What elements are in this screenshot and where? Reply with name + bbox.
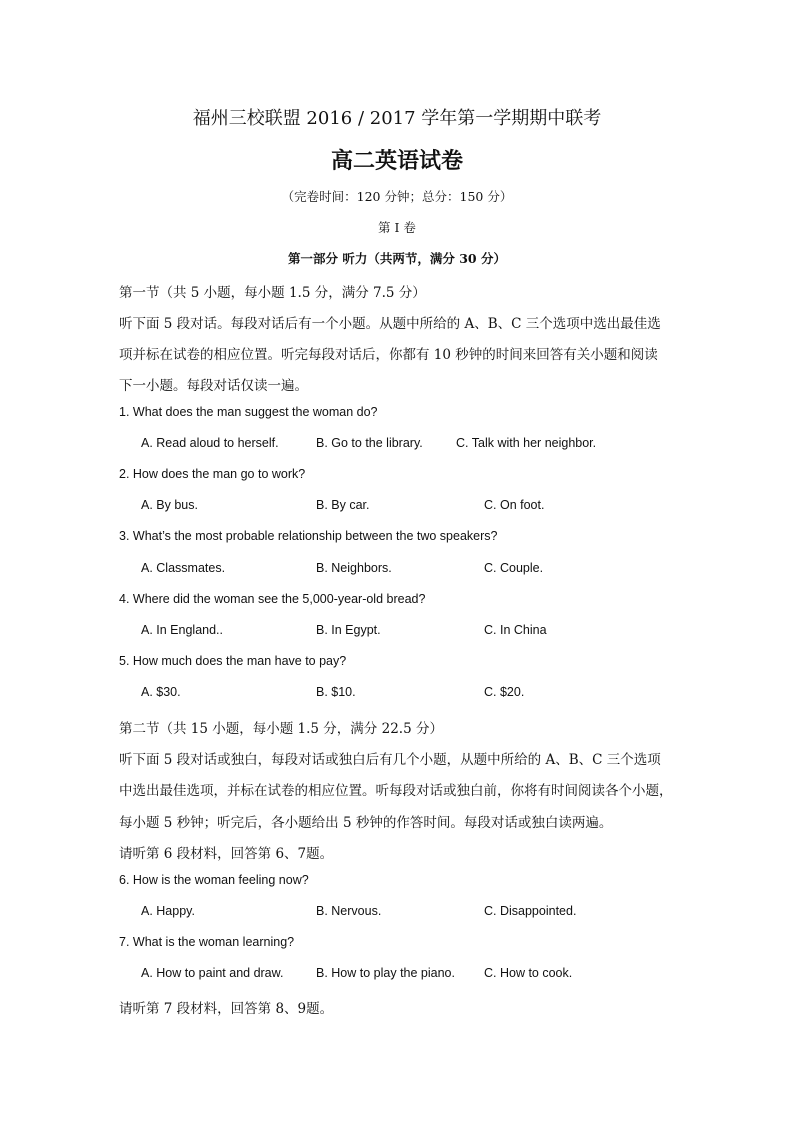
option-a: A. Read aloud to herself. [141, 436, 279, 450]
section1-heading: 第一节（共 5 小题，每小题 1.5 分，满分 7.5 分） [119, 285, 426, 301]
option-c: C. How to cook. [484, 966, 573, 980]
option-b: B. Nervous. [316, 904, 382, 918]
question-stem: 3. What’s the most probable relationship between the two speakers? [119, 529, 498, 543]
option-c: C. On foot. [484, 498, 545, 512]
option-b: B. In Egypt. [316, 623, 381, 637]
section1-instruction: 项并标在试卷的相应位置。听完每段对话后，你都有 10 秒钟的时间来回答有关小题和阅读 [119, 347, 658, 363]
option-a: A. In England.. [141, 623, 224, 637]
question-stem: 6. How is the woman feeling now? [119, 873, 309, 887]
option-c: C. In China [484, 623, 547, 637]
part-title: 第一部分 听力（共两节，满分 30 分） [288, 251, 506, 266]
question-stem: 5. How much does the man have to pay? [119, 654, 347, 668]
question-stem: 4. Where did the woman see the 5,000-year-old bread? [119, 592, 426, 606]
question-stem: 2. How does the man go to work? [119, 467, 306, 481]
option-a: A. Classmates. [141, 561, 226, 575]
option-a: A. How to paint and draw. [141, 966, 284, 980]
option-c: C. Disappointed. [484, 904, 577, 918]
time-info: （完卷时间：120 分钟；总分：150 分） [281, 189, 513, 204]
option-a: A. By bus. [141, 498, 198, 512]
exam-title: 福州三校联盟 2016 / 2017 学年第一学期期中联考 [192, 108, 602, 129]
option-a: A. Happy. [141, 904, 195, 918]
option-b: B. Go to the library. [316, 436, 423, 450]
section2-instruction: 听下面 5 段对话或独白，每段对话或独白后有几个小题，从题中所给的 A、B、C 三个选项 [119, 752, 661, 768]
option-c: C. Talk with her neighbor. [456, 436, 597, 450]
paper-name: 高二英语试卷 [330, 148, 463, 174]
material-6-label: 请听第 6 段材料，回答第 6、7题。 [119, 846, 334, 862]
question-stem: 7. What is the woman learning? [119, 935, 295, 949]
section2-instruction: 每小题 5 秒钟；听完后，各小题给出 5 秒钟的作答时间。每段对话或独白读两遍。 [119, 815, 613, 831]
option-b: B. How to play the piano. [316, 966, 455, 980]
section2-heading: 第二节（共 15 小题，每小题 1.5 分，满分 22.5 分） [119, 721, 443, 737]
option-b: B. By car. [316, 498, 370, 512]
option-a: A. $30. [141, 685, 181, 699]
question-stem: 1. What does the man suggest the woman do? [119, 405, 378, 419]
option-c: C. Couple. [484, 561, 544, 575]
option-b: B. $10. [316, 685, 356, 699]
section2-instruction: 中选出最佳选项，并标在试卷的相应位置。听每段对话或独白前，你将有时间阅读各个小题， [119, 783, 673, 799]
volume-label: 第 I 卷 [378, 220, 416, 235]
material-7-label: 请听第 7 段材料，回答第 8、9题。 [119, 1001, 334, 1017]
option-b: B. Neighbors. [316, 561, 392, 575]
option-c: C. $20. [484, 685, 525, 699]
section1-instruction: 下一小题。每段对话仅读一遍。 [119, 378, 308, 394]
section1-instruction: 听下面 5 段对话。每段对话后有一个小题。从题中所给的 A、B、C 三个选项中选出最佳选 [119, 316, 661, 332]
